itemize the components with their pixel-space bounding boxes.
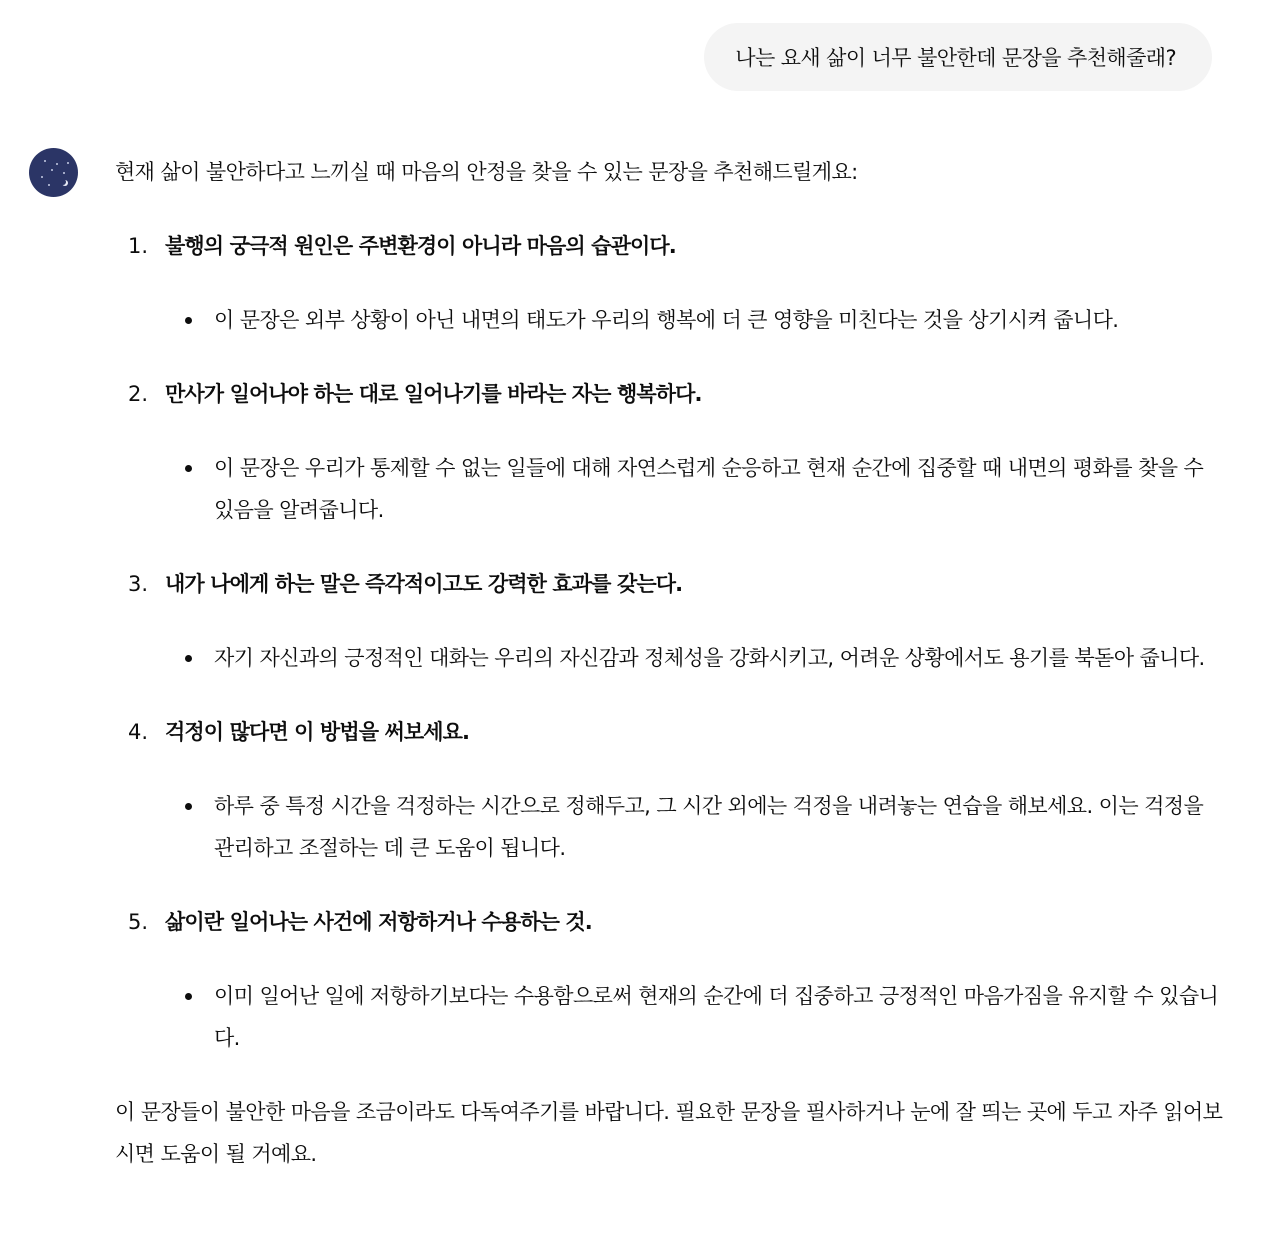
explanation-item bbox=[115, 785, 1225, 869]
user-message-text: 나는 요새 삶이 너무 불안한데 문장을 추천해줄래? bbox=[735, 46, 1176, 70]
assistant-avatar bbox=[29, 148, 78, 197]
recommendation-title bbox=[115, 901, 1225, 943]
explanation-list bbox=[115, 447, 1225, 531]
recommendation-title bbox=[115, 563, 1225, 605]
explanation-text: 이 문장은 우리가 통제할 수 없는 일들에 대해 자연스럽게 순응하고 현재 순간에 집중할 때 내면의 평화를 찾을 수 있음을 알려줍니다. bbox=[214, 456, 1204, 522]
explanation-text: 자기 자신과의 긍정적인 대화는 우리의 자신감과 정체성을 강화시키고, 어려운 상황에서도 용기를 북돋아 줍니다. bbox=[214, 646, 1205, 670]
bullet-icon bbox=[185, 465, 192, 472]
assistant-outro: 이 문장들이 불안한 마음을 조금이라도 다독여주기를 바랍니다. 필요한 문장을 필사하거나 눈에 잘 띄는 곳에 두고 자주 읽어보시면 도움이 될 거예요. bbox=[115, 1100, 1223, 1166]
item-number: 4. bbox=[128, 720, 149, 744]
item-number: 2. bbox=[128, 382, 149, 406]
bullet-icon bbox=[185, 993, 192, 1000]
explanation-item bbox=[115, 447, 1225, 531]
assistant-intro: 현재 삶이 불안하다고 느끼실 때 마음의 안정을 찾을 수 있는 문장을 추천해드릴게요: bbox=[115, 160, 858, 184]
user-message-bubble bbox=[704, 23, 1212, 91]
item-number: 3. bbox=[128, 572, 149, 596]
explanation-item bbox=[115, 299, 1225, 341]
item-title-text: 불행의 궁극적 원인은 주변환경이 아니라 마음의 습관이다. bbox=[165, 234, 676, 258]
explanation-text: 이 문장은 외부 상황이 아닌 내면의 태도가 우리의 행복에 더 큰 영향을 미친다는 것을 상기시켜 줍니다. bbox=[214, 308, 1119, 332]
bullet-icon bbox=[185, 317, 192, 324]
recommendation-item bbox=[115, 225, 1225, 341]
recommendation-item bbox=[115, 373, 1225, 531]
bullet-icon bbox=[185, 655, 192, 662]
recommendation-item bbox=[115, 901, 1225, 1059]
item-number: 1. bbox=[128, 234, 149, 258]
explanation-text: 이미 일어난 일에 저항하기보다는 수용함으로써 현재의 순간에 더 집중하고 긍정적인 마음가짐을 유지할 수 있습니다. bbox=[214, 984, 1219, 1050]
item-number: 5. bbox=[128, 910, 149, 934]
explanation-list bbox=[115, 299, 1225, 341]
recommendation-title bbox=[115, 711, 1225, 753]
explanation-item bbox=[115, 975, 1225, 1059]
recommendation-title bbox=[115, 225, 1225, 267]
explanation-text: 하루 중 특정 시간을 걱정하는 시간으로 정해두고, 그 시간 외에는 걱정을 내려놓는 연습을 해보세요. 이는 걱정을 관리하고 조절하는 데 큰 도움이 됩니다. bbox=[214, 794, 1204, 860]
explanation-list bbox=[115, 785, 1225, 869]
explanation-item bbox=[115, 637, 1225, 679]
item-title-text: 내가 나에게 하는 말은 즉각적이고도 강력한 효과를 갖는다. bbox=[165, 572, 683, 596]
recommendation-item bbox=[115, 711, 1225, 869]
assistant-message bbox=[115, 148, 1225, 1175]
explanation-list bbox=[115, 637, 1225, 679]
explanation-list bbox=[115, 975, 1225, 1059]
item-title-text: 삶이란 일어나는 사건에 저항하거나 수용하는 것. bbox=[165, 910, 592, 934]
item-title-text: 만사가 일어나야 하는 대로 일어나기를 바라는 자는 행복하다. bbox=[165, 382, 702, 406]
bullet-icon bbox=[185, 803, 192, 810]
recommendation-title bbox=[115, 373, 1225, 415]
recommendation-item bbox=[115, 563, 1225, 679]
item-title-text: 걱정이 많다면 이 방법을 써보세요. bbox=[165, 720, 470, 744]
recommendation-list bbox=[115, 225, 1225, 1059]
